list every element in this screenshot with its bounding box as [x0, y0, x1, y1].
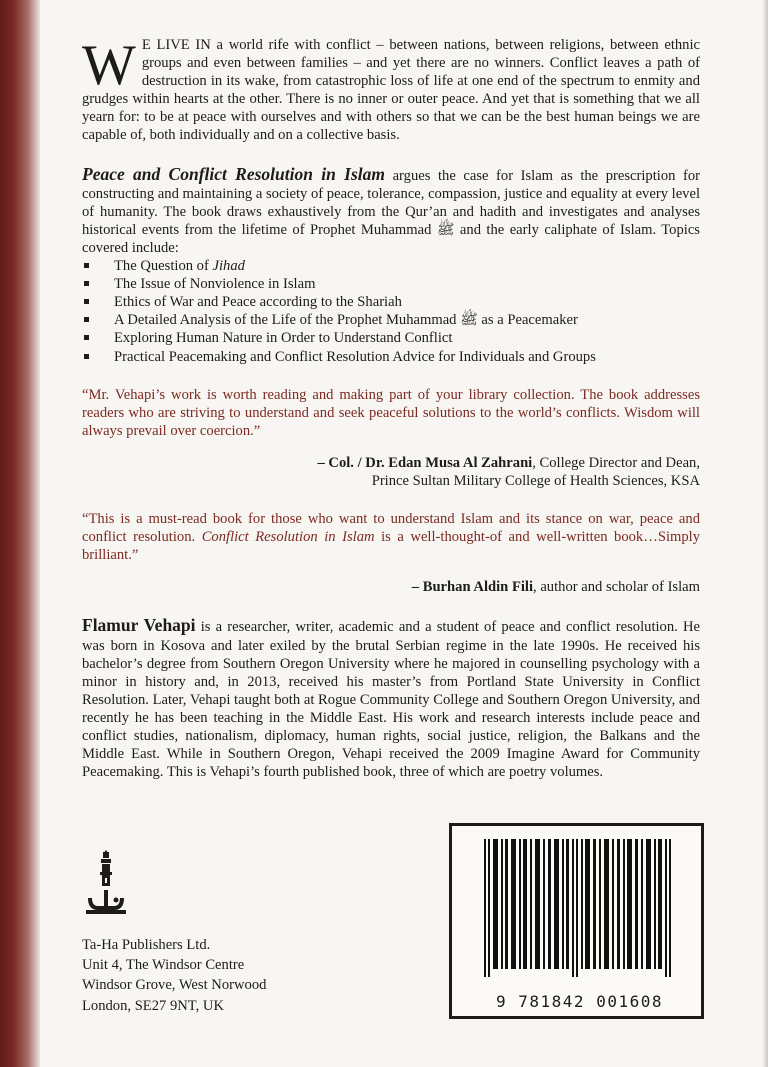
back-cover-text: [82, 36, 700, 781]
isbn-barcode: [449, 823, 704, 1019]
description-paragraph: [82, 165, 700, 257]
publisher-address: Ta-Ha Publishers Ltd. Unit 4, The Windsor Centre Windsor Grove, West Norwood London, SE27 9NT, UK: [82, 937, 267, 1014]
list-item: The Issue of Nonviolence in Islam: [82, 275, 700, 293]
endorsement-quote-2: “This is a must-read book for those who want to understand Islam and its stance on war, peace and conflict resolution. Conflict Resolution in Islam is a well-thought-of and well-written book…Simply brilliant.”: [82, 511, 700, 564]
bullet-icon: [84, 354, 89, 359]
endorsement-attribution-2: – Burhan Aldin Fili, author and scholar of Islam: [411, 579, 700, 596]
publisher-logo-icon: [84, 850, 128, 916]
barcode-icon: [474, 839, 686, 977]
endorser-name-1: – Col. / Dr. Edan Musa Al Zahrani: [317, 454, 533, 471]
list-item: A Detailed Analysis of the Life of the Prophet Muhammad ﷺ as a Peacemaker: [82, 311, 700, 329]
endorsement-quote-1: “Mr. Vehapi’s work is worth reading and making part of your library collection. The book addresses readers who are striving to understand and seek peaceful solutions to the world’s conflicts. Wisdom will always prevail over coercion.”: [82, 386, 700, 439]
list-item: Exploring Human Nature in Order to Understand Conflict: [82, 329, 700, 347]
page-right-edge: [762, 0, 768, 1067]
bullet-icon: [84, 281, 89, 286]
topics-list: [82, 257, 700, 366]
author-bio: [82, 616, 700, 781]
bullet-icon: [84, 299, 89, 304]
author-bio-text: is a researcher, writer, academic and a student of peace and conflict resolution. He was born in Kosova and later exiled by the brutal Serbian regime in the late 1990s. He received his bachelor’s degree from Southern Oregon University where he majored in counselling psychology with a minor in history and, in 2013, received his master’s from Portland State University in Conflict Resolution. Later, Vehapi taught both at Rogue Community College and Southern Oregon University, and recently he has been teaching in the Middle East. His work and research interests include peace and conflict studies, nationalism, diplomacy, human rights, social justice, religion, the Balkans and the Middle East. While in Southern Oregon, Vehapi received the 2009 Imagine Award for Community Peacemaking. This is Vehapi’s fourth published book, three of which are poetry volumes.: [82, 619, 700, 781]
bullet-icon: [84, 263, 89, 268]
intro-lead-caps: E LIVE IN: [141, 37, 211, 53]
list-item: The Question of Jihad: [82, 257, 700, 275]
endorsement-attribution-1: – Col. / Dr. Edan Musa Al Zahrani, College Director and Dean, Prince Sultan Military College of Health Sciences, KSA: [317, 454, 700, 489]
isbn-number: 9 781842 001608: [496, 992, 663, 1011]
endorser-name-2: – Burhan Aldin Fili: [411, 579, 534, 596]
bullet-icon: [84, 317, 89, 322]
intro-paragraph: [82, 36, 700, 145]
publisher-name: Ta-Ha Publishers Ltd.: [82, 937, 211, 953]
intro-text: a world rife with conflict – between nations, between religions, between ethnic groups and even between families – and yet there are no winners. Conflict leaves a path of destruction in its wake, from catastrophic loss of life at one end of the spectrum to enmity and grudges within hearts at the other. There is no inner or outer peace. And yet that is something that we all yearn for: to be at peace with ourselves and with others so that we can be the best human beings we are capable of, both individually and on a collective basis.: [82, 37, 701, 144]
bullet-icon: [84, 335, 89, 340]
book-spine-edge: [0, 0, 40, 1067]
drop-cap: W: [82, 34, 136, 97]
list-item: Ethics of War and Peace according to the Shariah: [82, 293, 700, 311]
book-title: Peace and Conflict Resolution in Islam: [82, 163, 386, 184]
author-name: Flamur Vehapi: [82, 615, 196, 636]
description-text: argues the case for Islam as the prescription for constructing and maintaining a society of peace, tolerance, compassion, justice and equality at every level of humanity. The book draws exhaustively from the Qur’an and hadith and investigates and analyses historical events from the lifetime of Prophet Muhammad ﷺ and the early caliphate of Islam. Topics covered include:: [82, 167, 700, 256]
list-item: Practical Peacemaking and Conflict Resolution Advice for Individuals and Groups: [82, 348, 700, 366]
